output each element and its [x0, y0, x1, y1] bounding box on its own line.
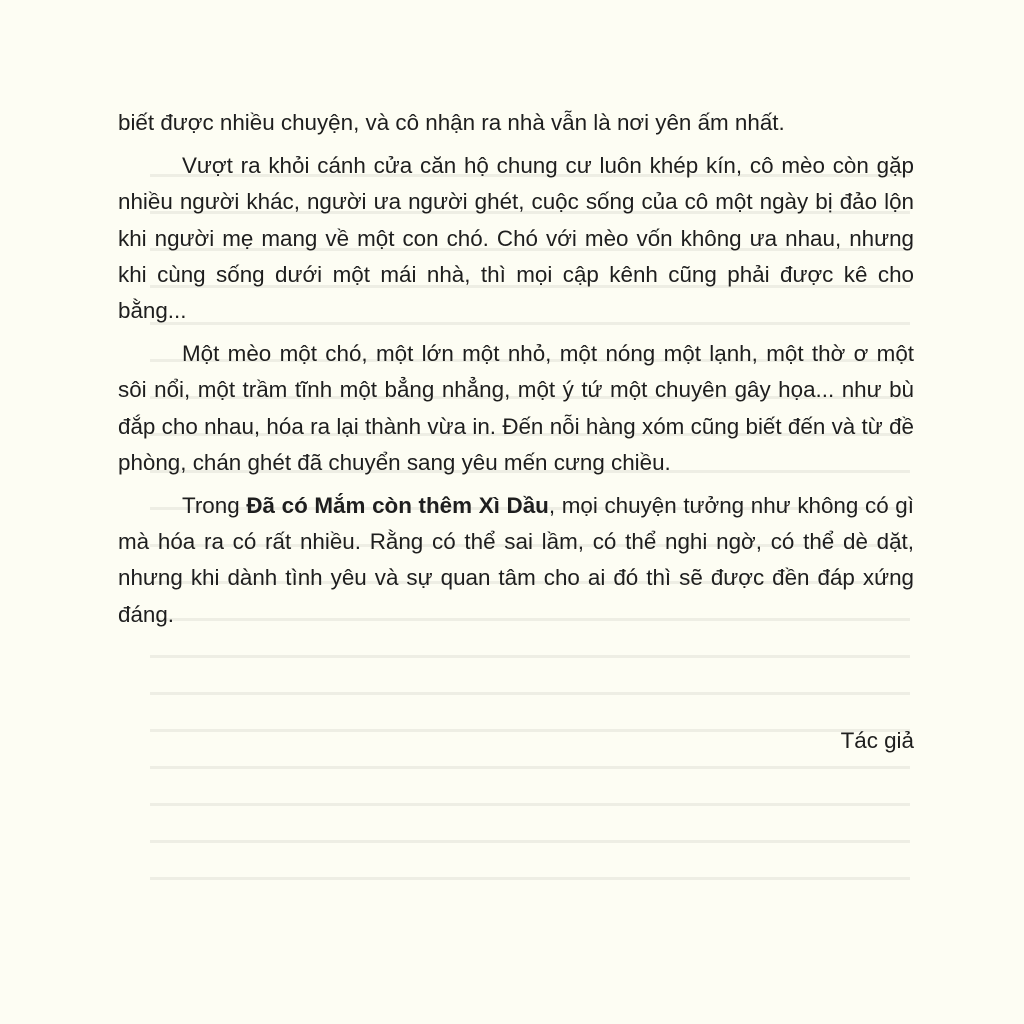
- author-signature: Tác giả: [840, 728, 914, 753]
- paragraph-4-after: , mọi chuyện tưởng như không có gì mà hóa ra có rất nhiều. Rằng có thể sai lầm, có thể nghi ngờ, có thể dè dặt, nhưng khi dành tình yêu và sự quan tâm cho ai đó thì sẽ được đền đáp xứng đáng.: [118, 493, 914, 627]
- paragraph-1: biết được nhiều chuyện, và cô nhận ra nhà vẫn là nơi yên ấm nhất.: [118, 110, 785, 135]
- paragraph-2: Vượt ra khỏi cánh cửa căn hộ chung cư luôn khép kín, cô mèo còn gặp nhiều người khác, người ưa người ghét, cuộc sống của cô một ngày bị đảo lộn khi người mẹ mang về một con chó. Chó với mèo vốn không ưa nhau, nhưng khi cùng sống dưới một mái nhà, thì mọi cập kênh cũng phải được kê cho bằng...: [118, 153, 914, 324]
- paragraph-4-before: Trong: [182, 493, 247, 519]
- paragraph-3: Một mèo một chó, một lớn một nhỏ, một nóng một lạnh, một thờ ơ một sôi nổi, một trầm tĩnh một bẳng nhẳng, một ý tứ một chuyên gây họa... như bù đắp cho nhau, hóa ra lại thành vừa in. Đến nỗi hàng xóm cũng biết đến và từ đề phòng, chán ghét đã chuyển sang yêu mến cưng chiều.: [118, 341, 914, 475]
- paragraph-4: [118, 488, 914, 633]
- body-text: [118, 105, 914, 633]
- book-title: Đã có Mắm còn thêm Xì Dầu: [246, 493, 549, 519]
